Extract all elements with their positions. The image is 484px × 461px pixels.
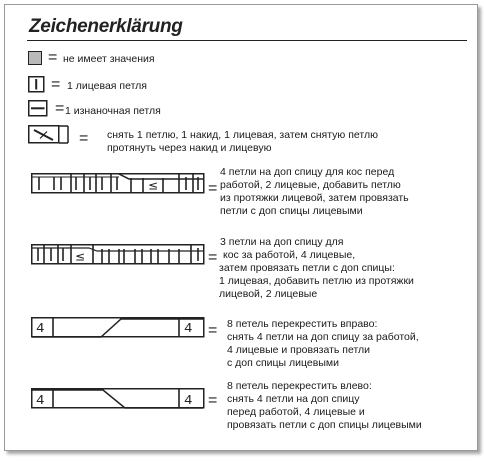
cross-right-left-number: 4 [36,321,45,337]
cross-right-icon [31,317,206,341]
cable-back-cell-label: ≤ [148,178,159,193]
legend-cross-right-line-2: снять 4 петли на доп спицу за работой, [227,331,419,343]
legend-cable-front-line-3: затем провязать петли с доп спицы: [219,262,395,274]
legend-purl-text: 1 изнаночная петля [65,105,161,117]
legend-cable-front-line-4: 1 лицевая, добавить петлю из протяжки [219,275,414,287]
legend-cable-front-line-2: кос за работой, 4 лицевые, [223,249,356,261]
cable-back-icon [31,173,206,197]
legend-knit-text: 1 лицевая петля [67,80,147,92]
legend-cross-right-line-3: 4 лицевые и провязать петли [227,344,371,356]
equals-sign: = [55,100,65,117]
legend-cross-left-line-4: провязать петли с доп спицы лицевыми [227,419,422,431]
legend-cable-back-line-3: из протяжки лицевой, затем провязать [220,192,409,204]
legend-cross-left-line-3: перед работой, 4 лицевые и [227,406,365,418]
slip-stitch-icon [28,125,76,147]
cross-right-right-number: 4 [184,321,193,337]
knit-stitch-icon [28,76,46,94]
gray-square-icon [28,51,42,65]
equals-sign: = [208,249,218,266]
cable-front-icon [31,244,206,268]
legend-slip-line-1: снять 1 петлю, 1 накид, 1 лицевая, затем снятую петлю [107,129,378,141]
cross-left-left-number: 4 [36,393,45,409]
legend-cable-back-line-4: петли с доп спицы лицевыми [220,205,363,217]
legend-empty-text: не имеет значения [63,53,155,65]
legend-cross-right-line-1: 8 петель перекрестить вправо: [227,318,378,330]
legend-cross-right-line-4: с доп спицы лицевыми [227,357,339,369]
equals-sign: = [79,130,89,147]
legend-cable-back-line-2: работой, 2 лицевые, добавить петлю [220,179,401,191]
legend-cable-back-line-1: 4 петли на доп спицу для кос перед [220,166,395,178]
cross-left-icon [31,388,206,412]
legend-slip-line-2: протянуть через накид и лицевую [107,142,272,154]
cross-left-right-number: 4 [184,393,193,409]
equals-sign: = [208,392,218,409]
page-title: Zeichenerklärung [29,16,183,37]
legend-cable-front-line-5: лицевой, 2 лицевые [219,288,318,300]
equals-sign: = [208,180,218,197]
purl-stitch-icon [28,100,50,118]
legend-cross-left-line-2: снять 4 петли на доп спицу [227,393,360,405]
title-underline [27,40,467,41]
legend-cable-front-line-1: 3 петли на доп спицу для [220,236,344,248]
equals-sign: = [208,322,218,339]
legend-page [4,4,478,451]
equals-sign: = [51,76,61,93]
legend-cross-left-line-1: 8 петель перекрестить влево: [227,380,372,392]
equals-sign: = [48,49,58,66]
cable-front-cell-label: ≤ [75,249,86,264]
